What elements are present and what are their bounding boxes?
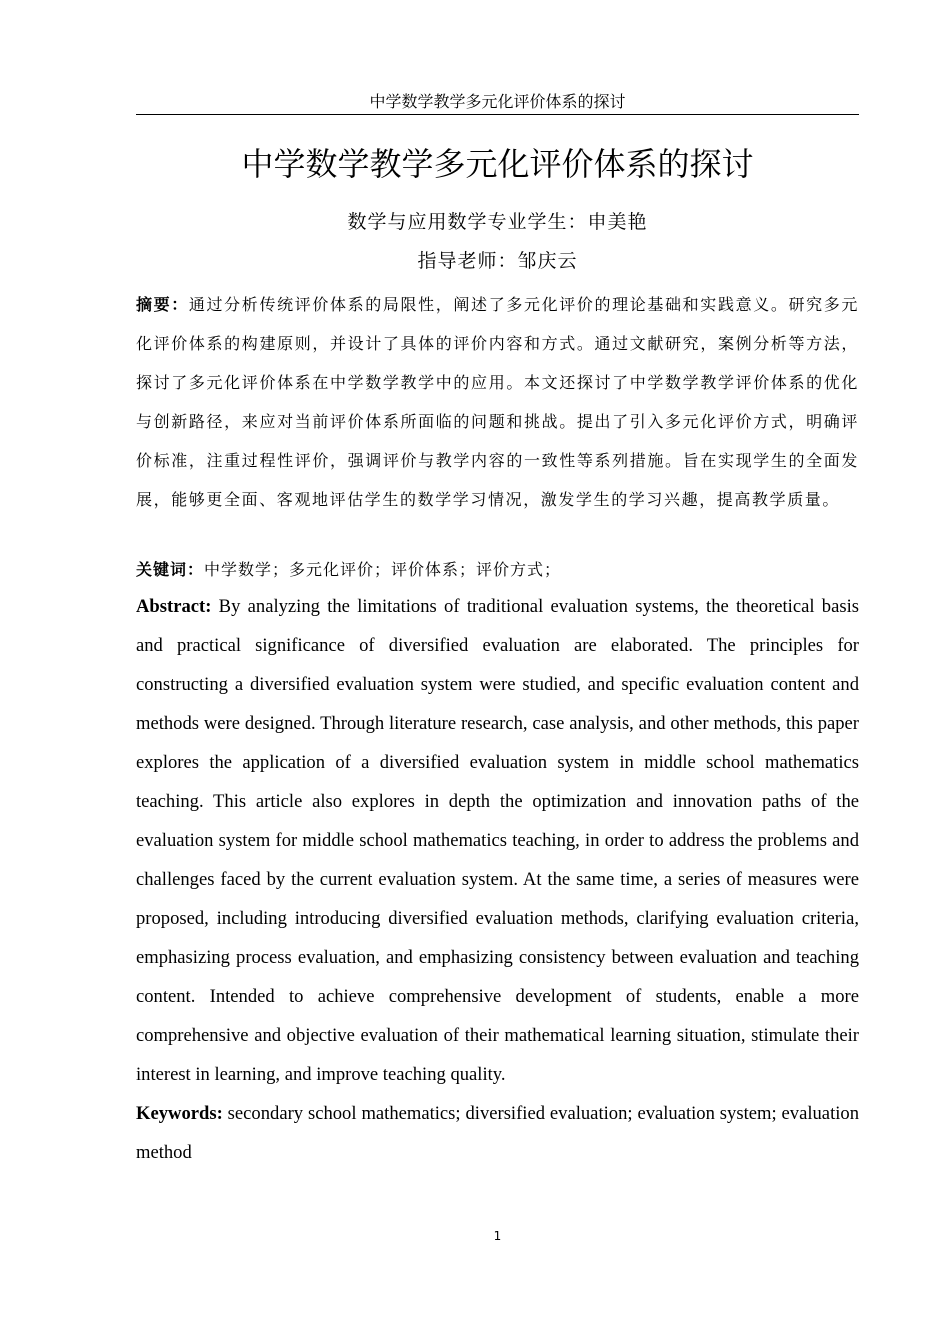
english-keywords-label: Keywords:	[136, 1103, 223, 1124]
running-header: 中学数学教学多元化评价体系的探讨	[369, 92, 626, 111]
english-abstract-text: By analyzing the limitations of traditional evaluation systems, the theoretical basis and practical significance of diversified evaluation are elaborated. The principles for constructing a diversified evaluation system were studied, and specific evaluation content and methods were designed. Through literature research, case analysis, and other methods, this paper explores the application of a diversified evaluation system in middle school mathematics teaching. This article also explores in depth the optimization and innovation paths of the evaluation system for middle school mathematics teaching, in order to address the problems and challenges faced by the current evaluation system. At the same time, a series of measures were proposed, including introducing diversified evaluation methods, clarifying evaluation criteria, emphasizing process evaluation, and emphasizing consistency between evaluation and teaching content. Intended to achieve comprehensive development of students, enable a more comprehensive and objective evaluation of their mathematical learning situation, stimulate their interest in learning, and improve teaching quality.	[136, 596, 859, 1085]
paper-title: 中学数学教学多元化评价体系的探讨	[241, 145, 754, 183]
english-keywords	[136, 1094, 859, 1172]
page-number: 1	[493, 1229, 502, 1243]
english-abstract	[136, 587, 859, 1094]
english-abstract-label: Abstract:	[136, 596, 212, 617]
chinese-keywords-label: 关键词：	[136, 560, 205, 579]
chinese-keywords	[136, 553, 859, 587]
english-keywords-text: secondary school mathematics; diversified evaluation; evaluation system; evaluation method	[136, 1103, 859, 1163]
chinese-abstract-text: 通过分析传统评价体系的局限性，阐述了多元化评价的理论基础和实践意义。研究多元化评价体系的构建原则，并设计了具体的评价内容和方式。通过文献研究，案例分析等方法，探讨了多元化评价体系在中学数学教学中的应用。本文还探讨了中学数学教学评价体系的优化与创新路径，来应对当前评价体系所面临的问题和挑战。提出了引入多元化评价方式，明确评价标准，注重过程性评价，强调评价与教学内容的一致性等系列措施。旨在实现学生的全面发展，能够更全面、客观地评估学生的数学学习情况，激发学生的学习兴趣，提高教学质量。	[136, 295, 859, 509]
chinese-keywords-text: 中学数学；多元化评价；评价体系；评价方式；	[204, 560, 562, 579]
chinese-abstract	[136, 285, 859, 519]
author-line: 数学与应用数学专业学生：申美艳	[347, 211, 648, 233]
advisor-line: 指导老师：邹庆云	[417, 250, 578, 272]
chinese-abstract-label: 摘要：	[136, 295, 189, 314]
header-divider	[136, 114, 859, 115]
